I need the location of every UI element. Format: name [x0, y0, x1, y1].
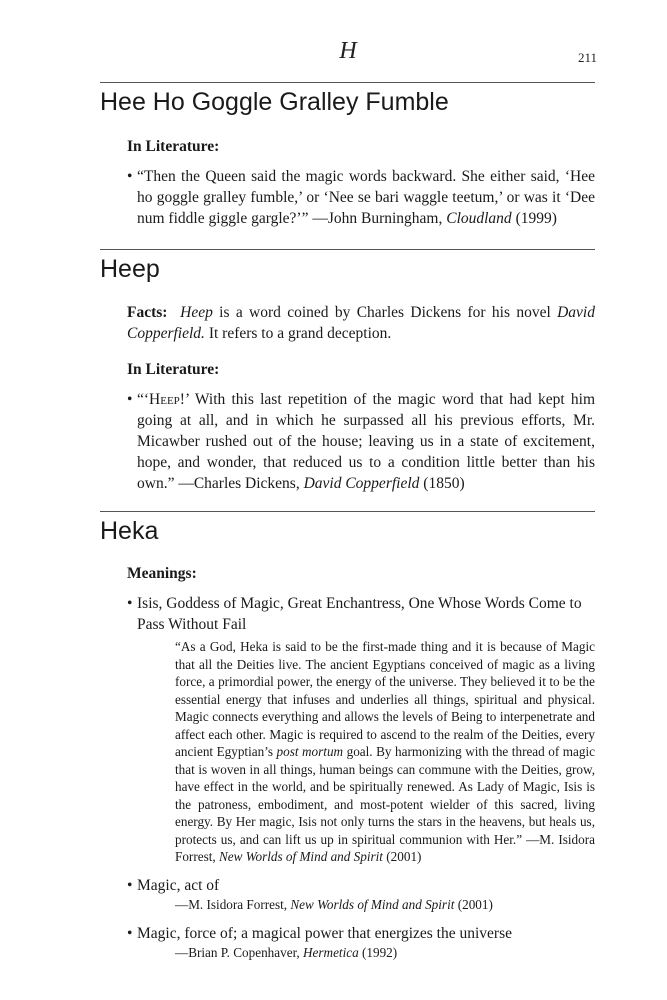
quote-open: “‘ [137, 391, 150, 408]
entry-title: Hee Ho Goggle Gralley Fumble [100, 88, 449, 116]
bullet-icon: • [127, 924, 133, 942]
attribution [175, 896, 595, 914]
entry-title: Heka [100, 517, 159, 545]
literature-quote [127, 389, 595, 494]
bullet-icon: • [127, 391, 133, 408]
source-year: (2001) [382, 849, 422, 864]
literature-heading: In Literature: [127, 361, 220, 378]
block-quote [175, 638, 595, 866]
source-year: (1992) [358, 944, 398, 960]
source-title: Cloudland [446, 210, 512, 227]
source-year: (1999) [511, 210, 557, 227]
source-year: (2001) [454, 896, 493, 912]
entry-hee-ho-goggle-gralley-fumble [100, 82, 595, 229]
bullet-icon: • [127, 595, 133, 612]
meanings-heading: Meanings: [127, 565, 197, 582]
source-year: (1850) [419, 475, 465, 492]
meaning-item [127, 923, 595, 944]
meaning-text: Isis, Goddess of Magic, Great Enchantress, One Whose Words Come to Pass Without Fail [137, 595, 582, 633]
meaning-text: Magic, force of; a magical power that energizes the universe [137, 924, 512, 942]
facts-word: Heep [180, 304, 213, 321]
facts-paragraph [127, 302, 595, 344]
facts-heading: Facts: [127, 304, 168, 321]
block-quote-italic: post mortum [276, 744, 344, 759]
source-title: New Worlds of Mind and Spirit [218, 849, 383, 864]
running-head [0, 38, 667, 68]
source-title: New Worlds of Mind and Spirit [290, 896, 455, 912]
entry-title: Heep [100, 255, 160, 283]
literature-heading: In Literature: [127, 138, 220, 155]
entry-divider [100, 249, 595, 250]
block-quote-text: goal. By harmonizing with the thread of magic that is woven in all things, human beings can commune with the Deities, grow, have effect in the world, and be spiritually renewed. As Lady of Magic, Isis is the patroness, embodiment, and most-potent wielder of this sacred, living energy. By Her magic, Isis not only turns the stars in the heavens, but heals us, protects us, and can lift us up in spiritual communion with Her.” —M. Isidora Forrest, [175, 744, 596, 864]
literature-quote [127, 166, 595, 229]
quote-text: !’ With this last repetition of the magic word that had kept him going at all, and in which he surpassed all his previous efforts, Mr. Micawber rushed out of the house; leaving us in a state of excitement, hope, and wonder, that reduced us to a condition little better than his own.” —Charles Dickens, [137, 391, 595, 492]
page-number: 211 [577, 50, 597, 65]
facts-text: It refers to a grand deception. [204, 325, 392, 342]
quote-word: Heep [149, 391, 180, 408]
section-letter: H [339, 38, 357, 64]
source-title: Hermetica [303, 944, 359, 960]
block-quote-text: “As a God, Heka is said to be the first-made thing and it is because of Magic that all the Deities live. The ancient Egyptians conceived of magic as a living force, a primordial power, the energy of the universe. They believed it to be the essential energy that infuses and underlies all things, spiritual and physical. Magic connects everything and allows the levels of Being to interpenetrate and affect each other. Magic is required to ascend to the realm of the Deities, every ancient Egyptian’s [175, 639, 595, 759]
meaning-item [127, 875, 595, 896]
entry-divider [100, 82, 595, 83]
facts-text: is a word coined by Charles Dickens for his novel [212, 304, 558, 321]
meaning-item [127, 593, 595, 635]
entry-heka [100, 511, 595, 962]
bullet-icon: • [127, 876, 133, 894]
meaning-text: Magic, act of [137, 876, 220, 894]
attribution-author: —Brian P. Copenhaver, [175, 944, 304, 960]
facts-book: David Copperfield. [127, 304, 595, 342]
entry-divider [100, 511, 595, 512]
quote-text: “Then the Queen said the magic words backward. She either said, ‘Hee ho goggle gralley fumble,’ or ‘Nee se bari waggle teetum,’ or was it ‘Dee num fiddle giggle gargle?’” —John Burningham, [137, 168, 595, 227]
source-title: David Copperfield [303, 475, 420, 492]
entry-heep [100, 249, 595, 494]
attribution [175, 944, 595, 962]
attribution-author: —M. Isidora Forrest, [175, 896, 291, 912]
bullet-icon: • [127, 168, 133, 185]
